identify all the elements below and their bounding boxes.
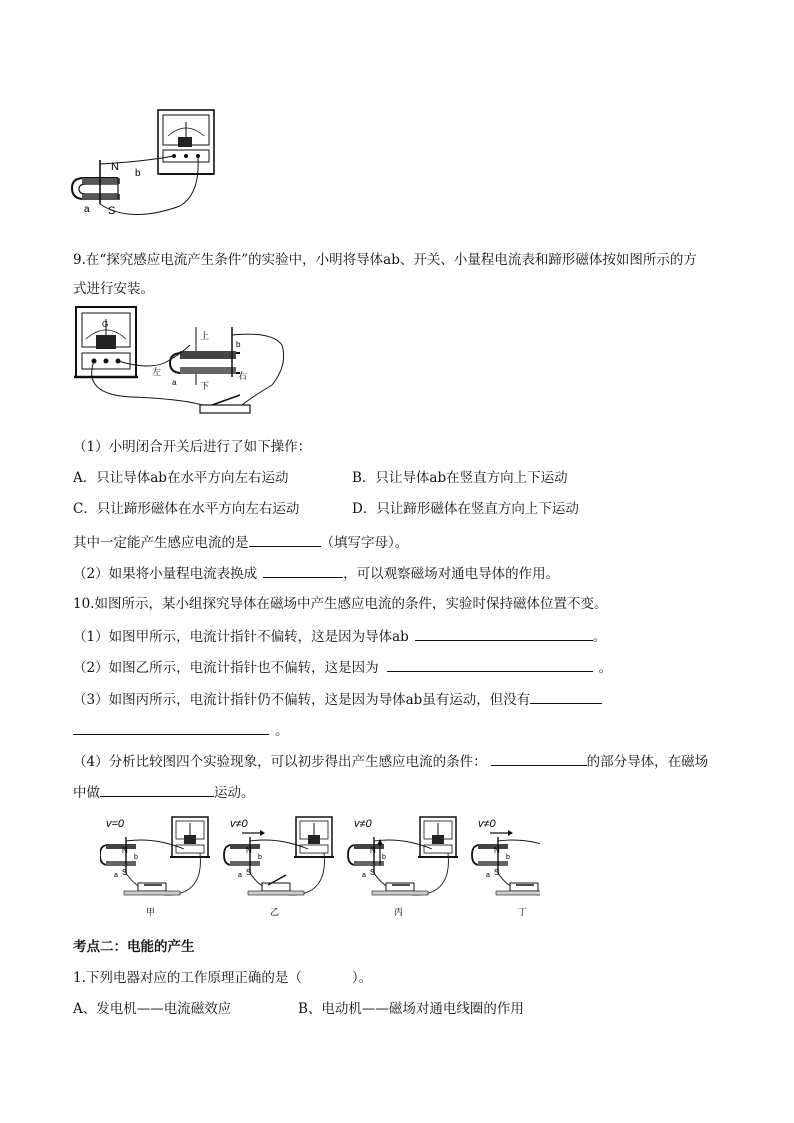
q10-part4-line2-text: 中做 xyxy=(73,785,100,801)
answer-blank[interactable] xyxy=(530,689,602,704)
label-s: S xyxy=(494,868,500,877)
label-s: S xyxy=(122,868,128,877)
horseshoe-magnet xyxy=(72,178,120,200)
q9-part2-text: （2）如果将小量程电流表换成 xyxy=(73,566,258,582)
q9-stem-line2: 式进行安装。 xyxy=(73,281,154,297)
q9-part1-question-text: 其中一定能产生感应电流的是 xyxy=(73,535,249,551)
q9-stem-line1: 9.在“探究感应电流产生条件”的实验中，小明将导体ab、开关、小量程电流表和蹄形磁体按如图所示的方 xyxy=(73,252,697,268)
horseshoe-magnet xyxy=(100,844,136,866)
q9-option-a: A．只让导体ab在水平方向左右运动 xyxy=(73,470,289,486)
label-b: b xyxy=(382,854,386,861)
answer-blank[interactable] xyxy=(100,782,214,797)
q10-part3-text: （3）如图丙所示，电流计指针仍不偏转，这是因为导体ab虽有运动，但没有 xyxy=(73,692,531,708)
label-n: N xyxy=(246,846,252,855)
figure-caption: 乙 xyxy=(270,907,280,917)
q10-part2-text: （2）如图乙所示，电流计指针也不偏转，这是因为 xyxy=(73,660,379,676)
label-g: G xyxy=(102,320,109,329)
galvanometer xyxy=(294,817,334,857)
label-b: b xyxy=(134,854,138,861)
s2-q1-text: 1.下列电器对应的工作原理正确的是（ xyxy=(73,970,302,986)
label-b: b xyxy=(258,854,262,861)
switch xyxy=(372,883,428,895)
label-a: a xyxy=(238,872,242,879)
section2-heading: 考点二：电能的产生 xyxy=(73,939,195,955)
switch xyxy=(124,883,180,895)
label-s: S xyxy=(246,868,252,877)
velocity-label: v=0 xyxy=(106,818,125,830)
q10-part4 xyxy=(73,751,708,771)
horseshoe-magnet xyxy=(348,844,384,866)
q9-part2-tail: ，可以观察磁场对通电导体的作用。 xyxy=(343,566,560,582)
answer-blank[interactable] xyxy=(491,751,587,766)
label-up: 上 xyxy=(200,331,210,341)
label-left: 左 xyxy=(152,367,162,377)
q10-part3-cont xyxy=(73,720,289,740)
experiment-panel xyxy=(472,817,540,917)
q9-part1-question xyxy=(73,532,408,552)
q10-part4-text: （4）分析比较图四个实验现象，可以初步得出产生感应电流的条件： xyxy=(73,754,487,770)
figure-caption: 丁 xyxy=(518,907,528,917)
label-a: a xyxy=(172,378,177,387)
s2-q1-tail: ）。 xyxy=(351,970,373,986)
figure-caption: 丙 xyxy=(394,907,404,917)
s2-q1-option-b: B、电动机——磁场对通电线圈的作用 xyxy=(298,1001,524,1017)
experiment-panel xyxy=(100,817,210,917)
answer-blank[interactable] xyxy=(249,532,321,547)
figure-caption: 甲 xyxy=(146,907,156,917)
answer-blank[interactable] xyxy=(73,720,269,735)
q9-part1-question-tail: （填写字母）。 xyxy=(320,535,409,551)
velocity-label: v≠0 xyxy=(354,818,372,830)
q9-figure xyxy=(72,305,298,425)
velocity-label: v≠0 xyxy=(478,818,496,830)
label-right: 右 xyxy=(238,371,248,381)
q9-option-c: C．只让蹄形磁体在水平方向左右运动 xyxy=(73,501,300,517)
answer-blank[interactable] xyxy=(387,657,593,672)
q10-part3-tail: 。 xyxy=(275,723,289,739)
label-a: a xyxy=(84,204,90,215)
galvanometer xyxy=(74,307,138,377)
q10-part1-tail: 。 xyxy=(592,629,607,645)
label-a: a xyxy=(362,872,366,879)
label-n: N xyxy=(122,846,128,855)
answer-blank[interactable] xyxy=(263,563,343,578)
q10-panels-svg xyxy=(100,815,540,925)
q9-part1-intro: （1）小明闭合开关后进行了如下操作： xyxy=(73,439,312,455)
q10-figures xyxy=(100,815,540,925)
q10-part4-line2 xyxy=(73,782,255,802)
horseshoe-magnet xyxy=(472,844,508,866)
q10-part3 xyxy=(73,689,602,709)
label-n: N xyxy=(111,161,119,173)
label-n: N xyxy=(370,846,376,855)
arrow-head xyxy=(260,830,265,836)
q9-option-d: D．只让蹄形磁体在竖直方向上下运动 xyxy=(352,501,579,517)
label-n: N xyxy=(494,846,500,855)
s2-q1-stem xyxy=(73,969,372,987)
label-a: a xyxy=(114,872,118,879)
galvanometer xyxy=(158,110,214,174)
label-down: 下 xyxy=(200,381,210,391)
experiment-panel xyxy=(224,817,334,917)
answer-blank[interactable] xyxy=(415,626,593,641)
s2-q1-option-a: A、发电机——电流磁效应 xyxy=(73,1001,232,1017)
switch xyxy=(248,875,304,895)
q10-part4-line2-tail: 运动。 xyxy=(214,785,255,801)
velocity-label: v≠0 xyxy=(230,818,248,830)
top-figure xyxy=(70,106,220,218)
q10-stem: 10.如图所示，某小组探究导体在磁场中产生感应电流的条件，实验时保持磁体位置不变。 xyxy=(73,596,608,612)
q9-option-b: B．只让导体ab在竖直方向上下运动 xyxy=(352,470,568,486)
q10-part1-text: （1）如图甲所示，电流计指针不偏转，这是因为导体ab xyxy=(73,629,409,645)
experiment-panel xyxy=(348,817,458,917)
q9-part2 xyxy=(73,563,559,583)
label-b: b xyxy=(506,854,510,861)
q10-part4-mid: 的部分导体，在磁场 xyxy=(586,754,709,770)
horseshoe-magnet xyxy=(224,844,260,866)
label-b: b xyxy=(135,168,141,179)
label-s: S xyxy=(108,205,116,217)
q10-part2-tail: 。 xyxy=(598,660,613,676)
label-s: S xyxy=(370,868,376,877)
q10-part2 xyxy=(73,657,612,677)
arrow-head xyxy=(508,830,513,836)
label-a: a xyxy=(486,872,490,879)
galvanometer xyxy=(170,817,210,857)
switch xyxy=(496,883,540,895)
label-b: b xyxy=(236,340,241,349)
q10-part1 xyxy=(73,626,606,646)
galvanometer xyxy=(418,817,458,857)
